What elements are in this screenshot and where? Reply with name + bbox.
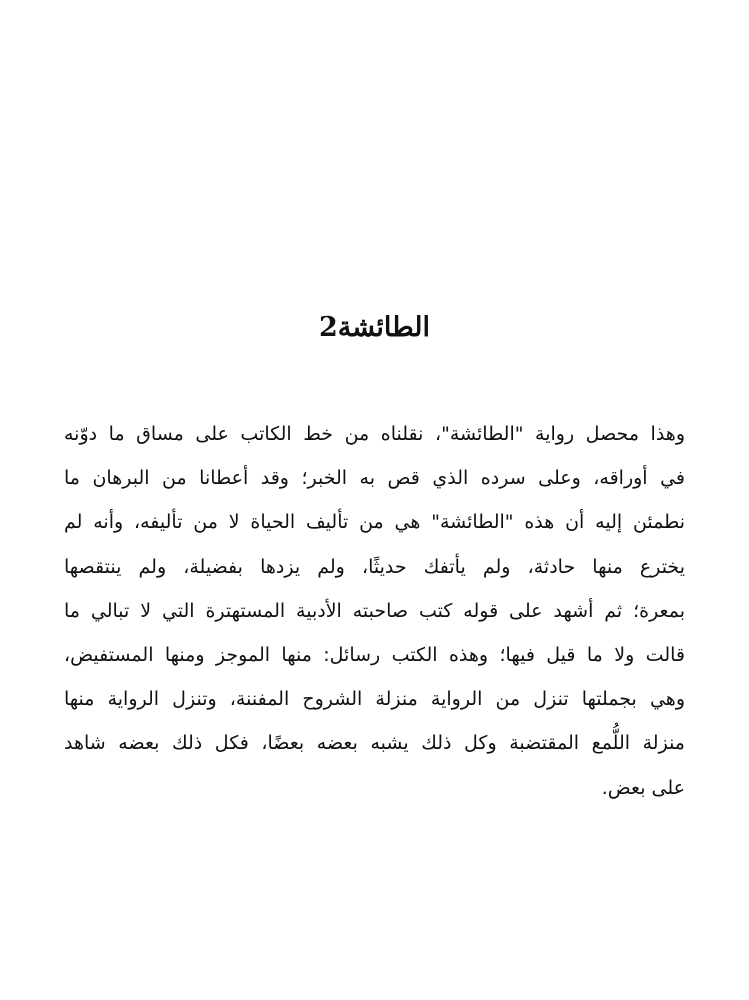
paragraph-line: وهذا محصل رواية "الطائشة"، نقلناه من خط الكاتب على مساق ما دوّنه — [64, 423, 685, 445]
paragraph-line: بمعرة؛ ثم أشهد على قوله كتب صاحبته الأدبية المستهترة التي لا تبالي ما — [64, 599, 685, 622]
paragraph-line: على بعض. — [601, 776, 685, 799]
paragraph-line: يخترع منها حادثة، ولم يأتفك حديثًا، ولم يزدها بفضيلة، ولم ينتقصها — [64, 555, 685, 578]
paragraph-line: في أوراقه، وعلى سرده الذي قص به الخبر؛ وقد أعطانا من البرهان ما — [64, 467, 685, 490]
body-paragraph — [64, 412, 685, 810]
page-title: الطائشة2 — [319, 312, 430, 343]
paragraph-line: قالت ولا ما قيل فيها؛ وهذه الكتب رسائل: منها الموجز ومنها المستفيض، — [64, 643, 685, 666]
paragraph-line: منزلة اللُّمع المقتضبة وكل ذلك يشبه بعضه بعضًا، فكل ذلك بعضه شاهد — [64, 732, 685, 755]
paragraph-line: وهي بجملتها تنزل من الرواية منزلة الشروح المفننة، وتنزل الرواية منها — [64, 688, 685, 711]
paragraph-line: نطمئن إليه أن هذه "الطائشة" هي من تأليف الحياة لا من تأليفه، وأنه لم — [64, 511, 685, 534]
